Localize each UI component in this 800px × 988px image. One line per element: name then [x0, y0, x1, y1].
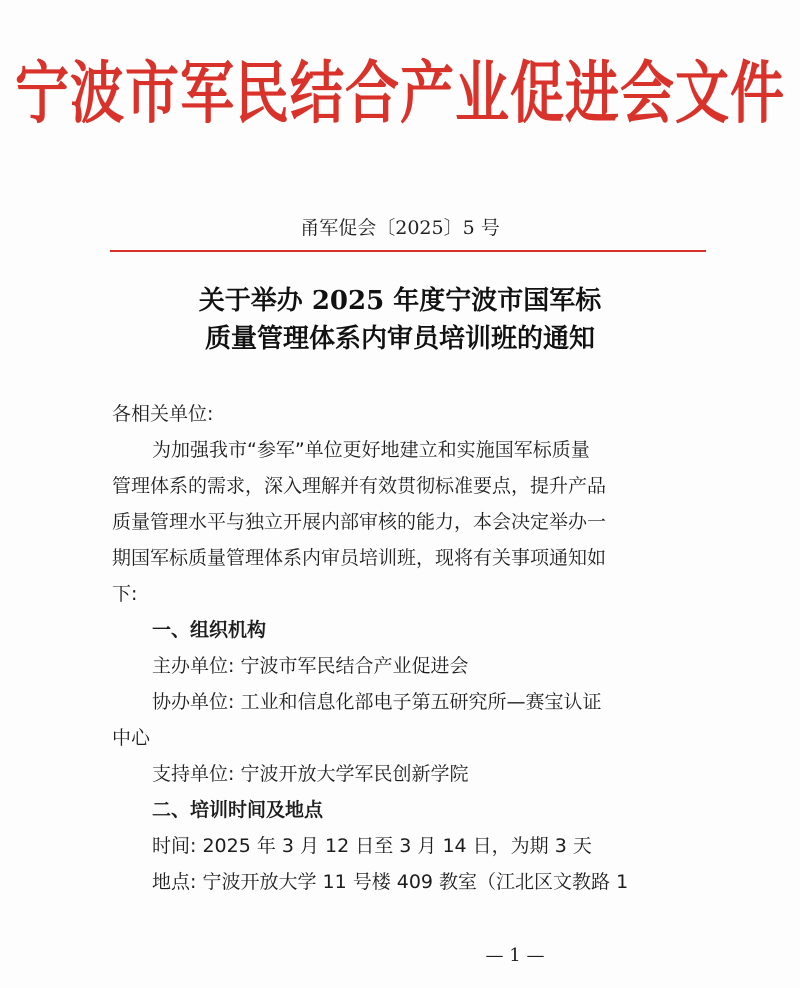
document-number: 甬军促会〔2025〕5 号 [300, 217, 500, 239]
title-line-1: 关于举办 2025 年度宁波市国军标 [198, 286, 602, 316]
intro-line-4: 期国军标质量管理体系内审员培训班，现将有关事项通知如 [112, 547, 607, 569]
section-2-heading: 二、培训时间及地点 [152, 799, 324, 821]
training-time: 时间: 2025 年 3 月 12 日至 3 月 14 日，为期 3 天 [152, 835, 592, 857]
section-1-heading: 一、组织机构 [152, 619, 267, 641]
title-line-2: 质量管理体系内审员培训班的通知 [204, 324, 595, 354]
red-divider-line [110, 250, 706, 252]
intro-line-1: 为加强我市“参军”单位更好地建立和实施国军标质量 [152, 439, 590, 461]
page-number: — 1 — [485, 945, 545, 966]
training-location: 地点: 宁波开放大学 11 号楼 409 教室（江北区文教路 1 [152, 871, 629, 893]
issuing-organization-header: 宁波市军民结合产业促进会文件 [15, 54, 785, 133]
organizer: 主办单位: 宁波市军民结合产业促进会 [152, 655, 469, 677]
document-title [0, 282, 800, 358]
document-body [112, 396, 660, 900]
intro-line-2: 管理体系的需求，深入理解并有效贯彻标准要点，提升产品 [112, 475, 607, 497]
supporter: 支持单位: 宁波开放大学军民创新学院 [152, 763, 469, 785]
intro-line-3: 质量管理水平与独立开展内部审核的能力，本会决定举办一 [112, 511, 607, 533]
co-organizer-line-1: 协办单位: 工业和信息化部电子第五研究所—赛宝认证 [152, 691, 602, 713]
co-organizer-line-2: 中心 [112, 727, 151, 749]
salutation: 各相关单位: [112, 403, 214, 425]
intro-line-5: 下: [112, 583, 138, 605]
